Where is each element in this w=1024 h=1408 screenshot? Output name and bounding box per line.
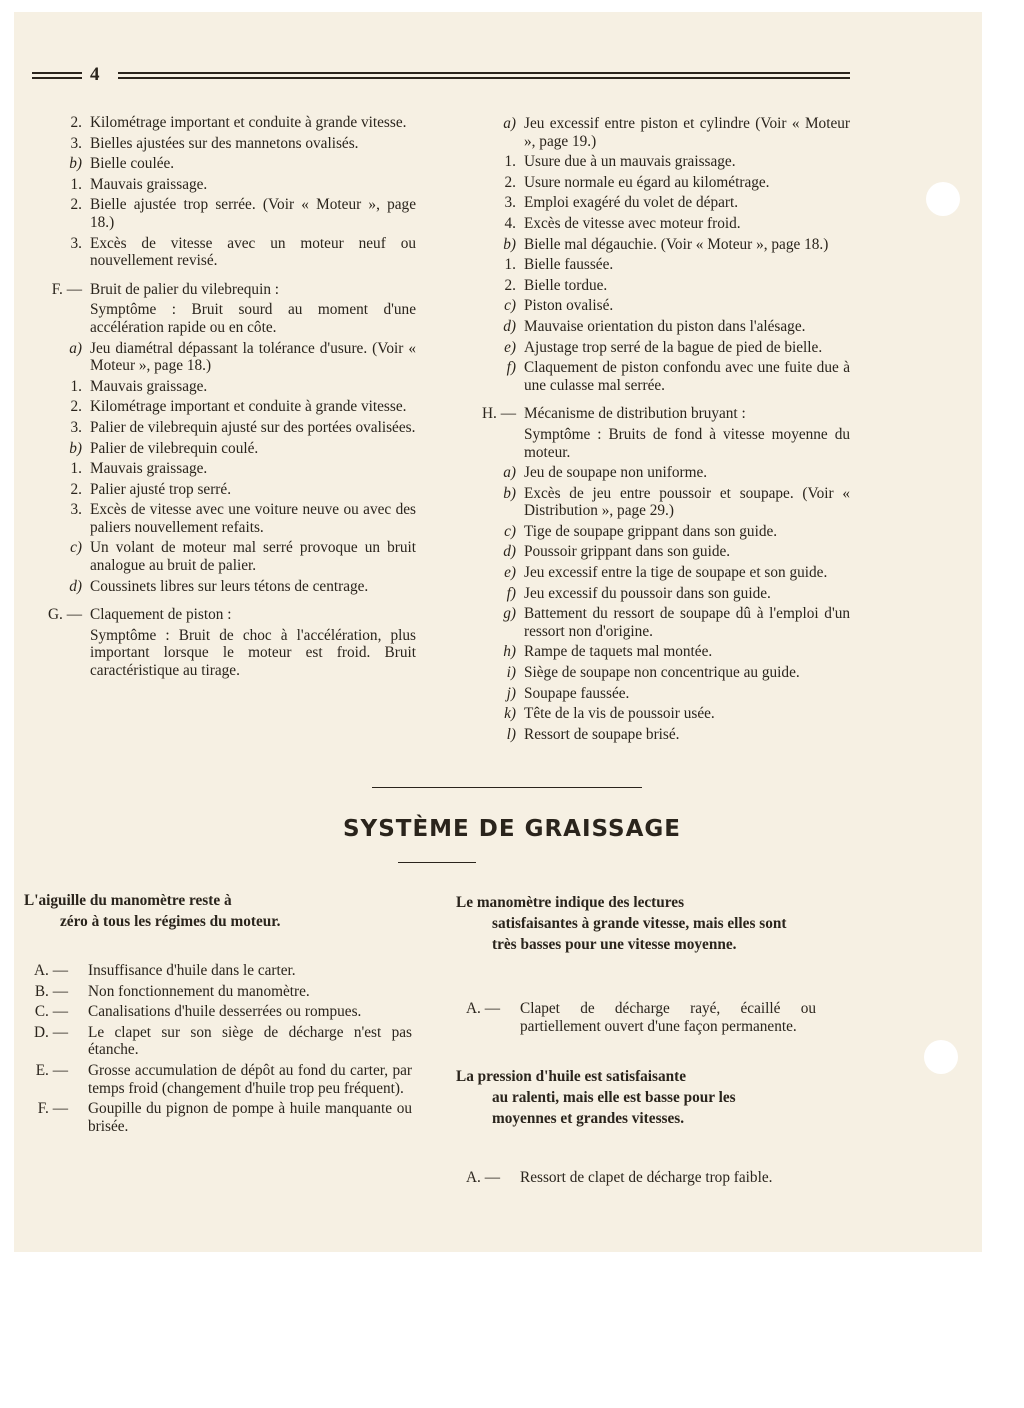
item-text: Palier ajusté trop serré. [90, 480, 232, 498]
separator-rule [372, 787, 642, 788]
item-text: Usure due à un mauvais graissage. [524, 153, 736, 171]
item-marker: d) [503, 543, 516, 561]
punch-hole-top [926, 182, 960, 216]
item-text: Mauvaise orientation du piston dans l'alésage. [524, 317, 806, 335]
item-marker: 2. [504, 173, 516, 191]
lub-right-heading-1-line1: Le manomètre indique des lectures [456, 894, 685, 911]
lub-right-heading-2-rest: au ralenti, mais elle est basse pour les moyennes et grandes vitesses. [492, 1089, 736, 1127]
item-text: Jeu de soupape non uniforme. [524, 464, 708, 482]
list-item [450, 174, 850, 192]
item-marker: c) [70, 539, 82, 557]
item-text: Symptôme : Bruit sourd au moment d'une accélération rapide ou en côte. [90, 301, 416, 336]
item-marker: F. — [51, 280, 82, 298]
list-item [0, 155, 416, 173]
list-item [450, 485, 850, 520]
item-marker: d) [503, 317, 516, 335]
lub-right-list-2 [450, 1169, 816, 1190]
item-marker: a) [503, 464, 516, 482]
right-column [450, 115, 850, 746]
page-header [0, 62, 1024, 92]
item-text: Tige de soupape grippant dans son guide. [524, 522, 778, 540]
item-marker: c) [504, 297, 516, 315]
list-item [0, 1003, 412, 1021]
item-marker: 3. [70, 418, 82, 436]
list-item [450, 405, 850, 423]
item-marker: A. — [466, 1169, 500, 1186]
item-marker: 2. [70, 196, 82, 214]
list-item [450, 277, 850, 295]
item-marker: 1. [70, 460, 82, 478]
lub-left-heading-rest: zéro à tous les régimes du moteur. [60, 913, 281, 930]
item-marker: C. — [34, 1003, 68, 1021]
item-text: Symptôme : Bruits de fond à vitesse moyenne du moteur. [524, 425, 850, 461]
item-marker: b) [503, 484, 516, 502]
item-text: Poussoir grippant dans son guide. [524, 543, 731, 561]
list-item [450, 543, 850, 561]
list-item [450, 194, 850, 212]
item-text: Grosse accumulation de dépôt au fond du carter, par temps froid (changement d'huile trop peu fréquent). [88, 1061, 412, 1097]
list-item [0, 114, 416, 132]
item-marker: B. — [34, 982, 68, 1000]
item-marker: A. — [466, 1000, 500, 1017]
item-text: Canalisations d'huile desserrées ou rompues. [88, 1003, 362, 1021]
item-marker: a) [503, 115, 516, 132]
item-text: Kilométrage important et conduite à grande vitesse. [90, 398, 407, 416]
item-text: Bielle coulée. [90, 155, 175, 173]
item-text: Mauvais graissage. [90, 175, 208, 193]
item-marker: 2. [70, 480, 82, 498]
lub-right-heading-1-rest: satisfaisantes à grande vitesse, mais elles sont très basses pour une vitesse moyenne. [492, 915, 787, 953]
item-text: Kilométrage important et conduite à grande vitesse. [90, 114, 407, 131]
item-text: Soupape faussée. [524, 684, 630, 702]
item-text: Rampe de taquets mal montée. [524, 643, 713, 661]
item-text: Claquement de piston confondu avec une fuite due à une culasse mal serrée. [524, 359, 850, 394]
list-item [0, 440, 416, 458]
item-marker: 2. [504, 276, 516, 294]
list-item [0, 301, 416, 336]
item-text: Bruit de palier du vilebrequin : [90, 280, 280, 298]
item-marker: 3. [70, 134, 82, 152]
list-item [0, 962, 412, 980]
list-item [0, 539, 416, 574]
item-text: Insuffisance d'huile dans le carter. [88, 962, 296, 979]
item-marker: j) [506, 684, 516, 702]
item-marker: 1. [504, 256, 516, 274]
item-marker: D. — [34, 1023, 68, 1041]
list-item [0, 460, 416, 478]
item-marker: c) [504, 522, 516, 540]
list-item [0, 398, 416, 416]
item-text: Coussinets libres sur leurs tétons de centrage. [90, 577, 369, 595]
item-marker: F. — [37, 1100, 68, 1118]
item-text: Non fonctionnement du manomètre. [88, 982, 310, 1000]
item-text: Un volant de moteur mal serré provoque un bruit analogue au bruit de palier. [90, 539, 416, 575]
item-text: Tête de la vis de poussoir usée. [524, 705, 715, 723]
section-title: SYSTÈME DE GRAISSAGE [342, 816, 682, 842]
list-item [450, 726, 850, 744]
item-marker: g) [503, 605, 516, 623]
list-item [450, 256, 850, 274]
item-text: Mauvais graissage. [90, 460, 208, 478]
item-marker: k) [504, 705, 516, 723]
item-text: Bielle tordue. [524, 276, 608, 294]
list-item [0, 176, 416, 194]
list-item [450, 359, 850, 394]
item-text: Mauvais graissage. [90, 377, 208, 395]
lub-right-heading-2 [456, 1066, 796, 1129]
item-text: Goupille du pignon de pompe à huile manquante ou brisée. [88, 1100, 412, 1135]
list-item [450, 153, 850, 171]
list-item [0, 1062, 412, 1097]
list-item [0, 378, 416, 396]
list-item [450, 705, 850, 723]
item-text: Jeu excessif du poussoir dans son guide. [524, 584, 771, 602]
item-text: Claquement de piston : [90, 606, 232, 624]
punch-hole-bottom [924, 1040, 958, 1074]
list-item [0, 135, 416, 153]
item-marker: 1. [70, 175, 82, 193]
item-marker: 1. [70, 377, 82, 395]
item-text: Bielle faussée. [524, 256, 614, 274]
item-text: Battement du ressort de soupape dû à l'emploi d'un ressort non d'origine. [524, 605, 850, 640]
list-item [450, 464, 850, 482]
item-text: Palier de vilebrequin ajusté sur des portées ovalisées. [90, 418, 416, 436]
item-text: Piston ovalisé. [524, 297, 614, 315]
list-item [450, 115, 850, 150]
item-marker: 4. [504, 214, 516, 232]
list-item [450, 1169, 816, 1187]
item-marker: e) [504, 564, 516, 582]
item-marker: E. — [35, 1061, 68, 1079]
lub-right-heading-1 [456, 892, 796, 955]
item-text: Excès de jeu entre poussoir et soupape. (Voir « Distribution », page 29.) [524, 484, 850, 520]
list-item [0, 481, 416, 499]
item-text: Ressort de soupape brisé. [524, 725, 680, 743]
list-item [450, 236, 850, 254]
list-item [0, 196, 416, 231]
list-item [0, 1024, 412, 1059]
list-item [0, 1100, 412, 1135]
item-marker: H. — [482, 405, 516, 423]
lub-right-list-1 [450, 1000, 816, 1038]
item-text: Jeu excessif entre la tige de soupape et son guide. [524, 564, 828, 582]
item-text: Ressort de clapet de décharge trop faible. [520, 1169, 773, 1186]
item-marker: f) [506, 359, 516, 377]
list-item [0, 606, 416, 624]
item-marker: i) [506, 664, 516, 682]
list-item [0, 627, 416, 680]
title-underline [398, 862, 476, 863]
item-marker: a) [69, 339, 82, 357]
list-item [450, 664, 850, 682]
item-marker: 3. [70, 501, 82, 519]
list-item [0, 340, 416, 375]
list-item [0, 501, 416, 536]
item-text: Emploi exagéré du volet de départ. [524, 194, 739, 212]
item-marker: A. — [34, 962, 68, 979]
list-item [450, 297, 850, 315]
item-marker: 2. [70, 398, 82, 416]
item-marker: b) [503, 235, 516, 253]
item-marker: l) [506, 725, 516, 743]
item-marker: 1. [504, 153, 516, 171]
left-column [0, 114, 416, 683]
list-item [450, 564, 850, 582]
item-marker: d) [69, 577, 82, 595]
list-item [0, 281, 416, 299]
item-marker: 2. [70, 114, 82, 131]
item-marker: e) [504, 338, 516, 356]
item-text: Siège de soupape non concentrique au guide. [524, 664, 800, 682]
item-marker: b) [69, 439, 82, 457]
list-item [450, 339, 850, 357]
list-item [450, 318, 850, 336]
list-item [450, 523, 850, 541]
item-text: Excès de vitesse avec moteur froid. [524, 214, 741, 232]
lub-left-heading-line1: L'aiguille du manomètre reste à [24, 892, 232, 909]
list-item [450, 643, 850, 661]
item-text: Excès de vitesse avec un moteur neuf ou nouvellement revisé. [90, 234, 416, 270]
item-text: Palier de vilebrequin coulé. [90, 439, 259, 457]
list-item [450, 1000, 816, 1035]
item-marker: f) [506, 584, 516, 602]
item-text: Le clapet sur son siège de décharge n'est pas étanche. [88, 1023, 412, 1059]
item-text: Jeu excessif entre piston et cylindre (Voir « Moteur », page 19.) [524, 115, 850, 150]
item-text: Jeu diamétral dépassant la tolérance d'usure. (Voir « Moteur », page 18.) [90, 339, 416, 375]
item-marker: 3. [504, 194, 516, 212]
list-item [0, 235, 416, 270]
item-marker: b) [69, 155, 82, 173]
item-text: Symptôme : Bruit de choc à l'accélération, plus important lorsque le moteur est froid. Bruit caractéristique au tirage. [90, 626, 416, 680]
list-item [450, 585, 850, 603]
page-number: 4 [90, 64, 100, 85]
item-text: Ajustage trop serré de la bague de pied de bielle. [524, 338, 823, 356]
item-marker: 3. [70, 234, 82, 252]
item-text: Excès de vitesse avec une voiture neuve ou avec des paliers nouvellement refaits. [90, 501, 416, 536]
list-item [0, 419, 416, 437]
list-item [0, 578, 416, 596]
item-text: Mécanisme de distribution bruyant : [524, 405, 746, 423]
item-text: Bielle mal dégauchie. (Voir « Moteur », page 18.) [524, 235, 829, 253]
item-marker: h) [503, 643, 516, 661]
list-item [450, 685, 850, 703]
item-text: Clapet de décharge rayé, écaillé ou partiellement ouvert d'une façon permanente. [520, 1000, 816, 1035]
item-text: Bielle ajustée trop serrée. (Voir « Moteur », page 18.) [90, 196, 416, 231]
lub-right-heading-2-line1: La pression d'huile est satisfaisante [456, 1068, 687, 1085]
list-item [450, 215, 850, 233]
item-text: Usure normale eu égard au kilométrage. [524, 173, 770, 191]
lub-left-list [0, 962, 412, 1138]
list-item [450, 426, 850, 461]
list-item [0, 983, 412, 1001]
item-marker: G. — [48, 606, 82, 624]
lub-left-heading [24, 890, 324, 932]
list-item [450, 605, 850, 640]
item-text: Bielles ajustées sur des mannetons ovalisés. [90, 134, 359, 152]
